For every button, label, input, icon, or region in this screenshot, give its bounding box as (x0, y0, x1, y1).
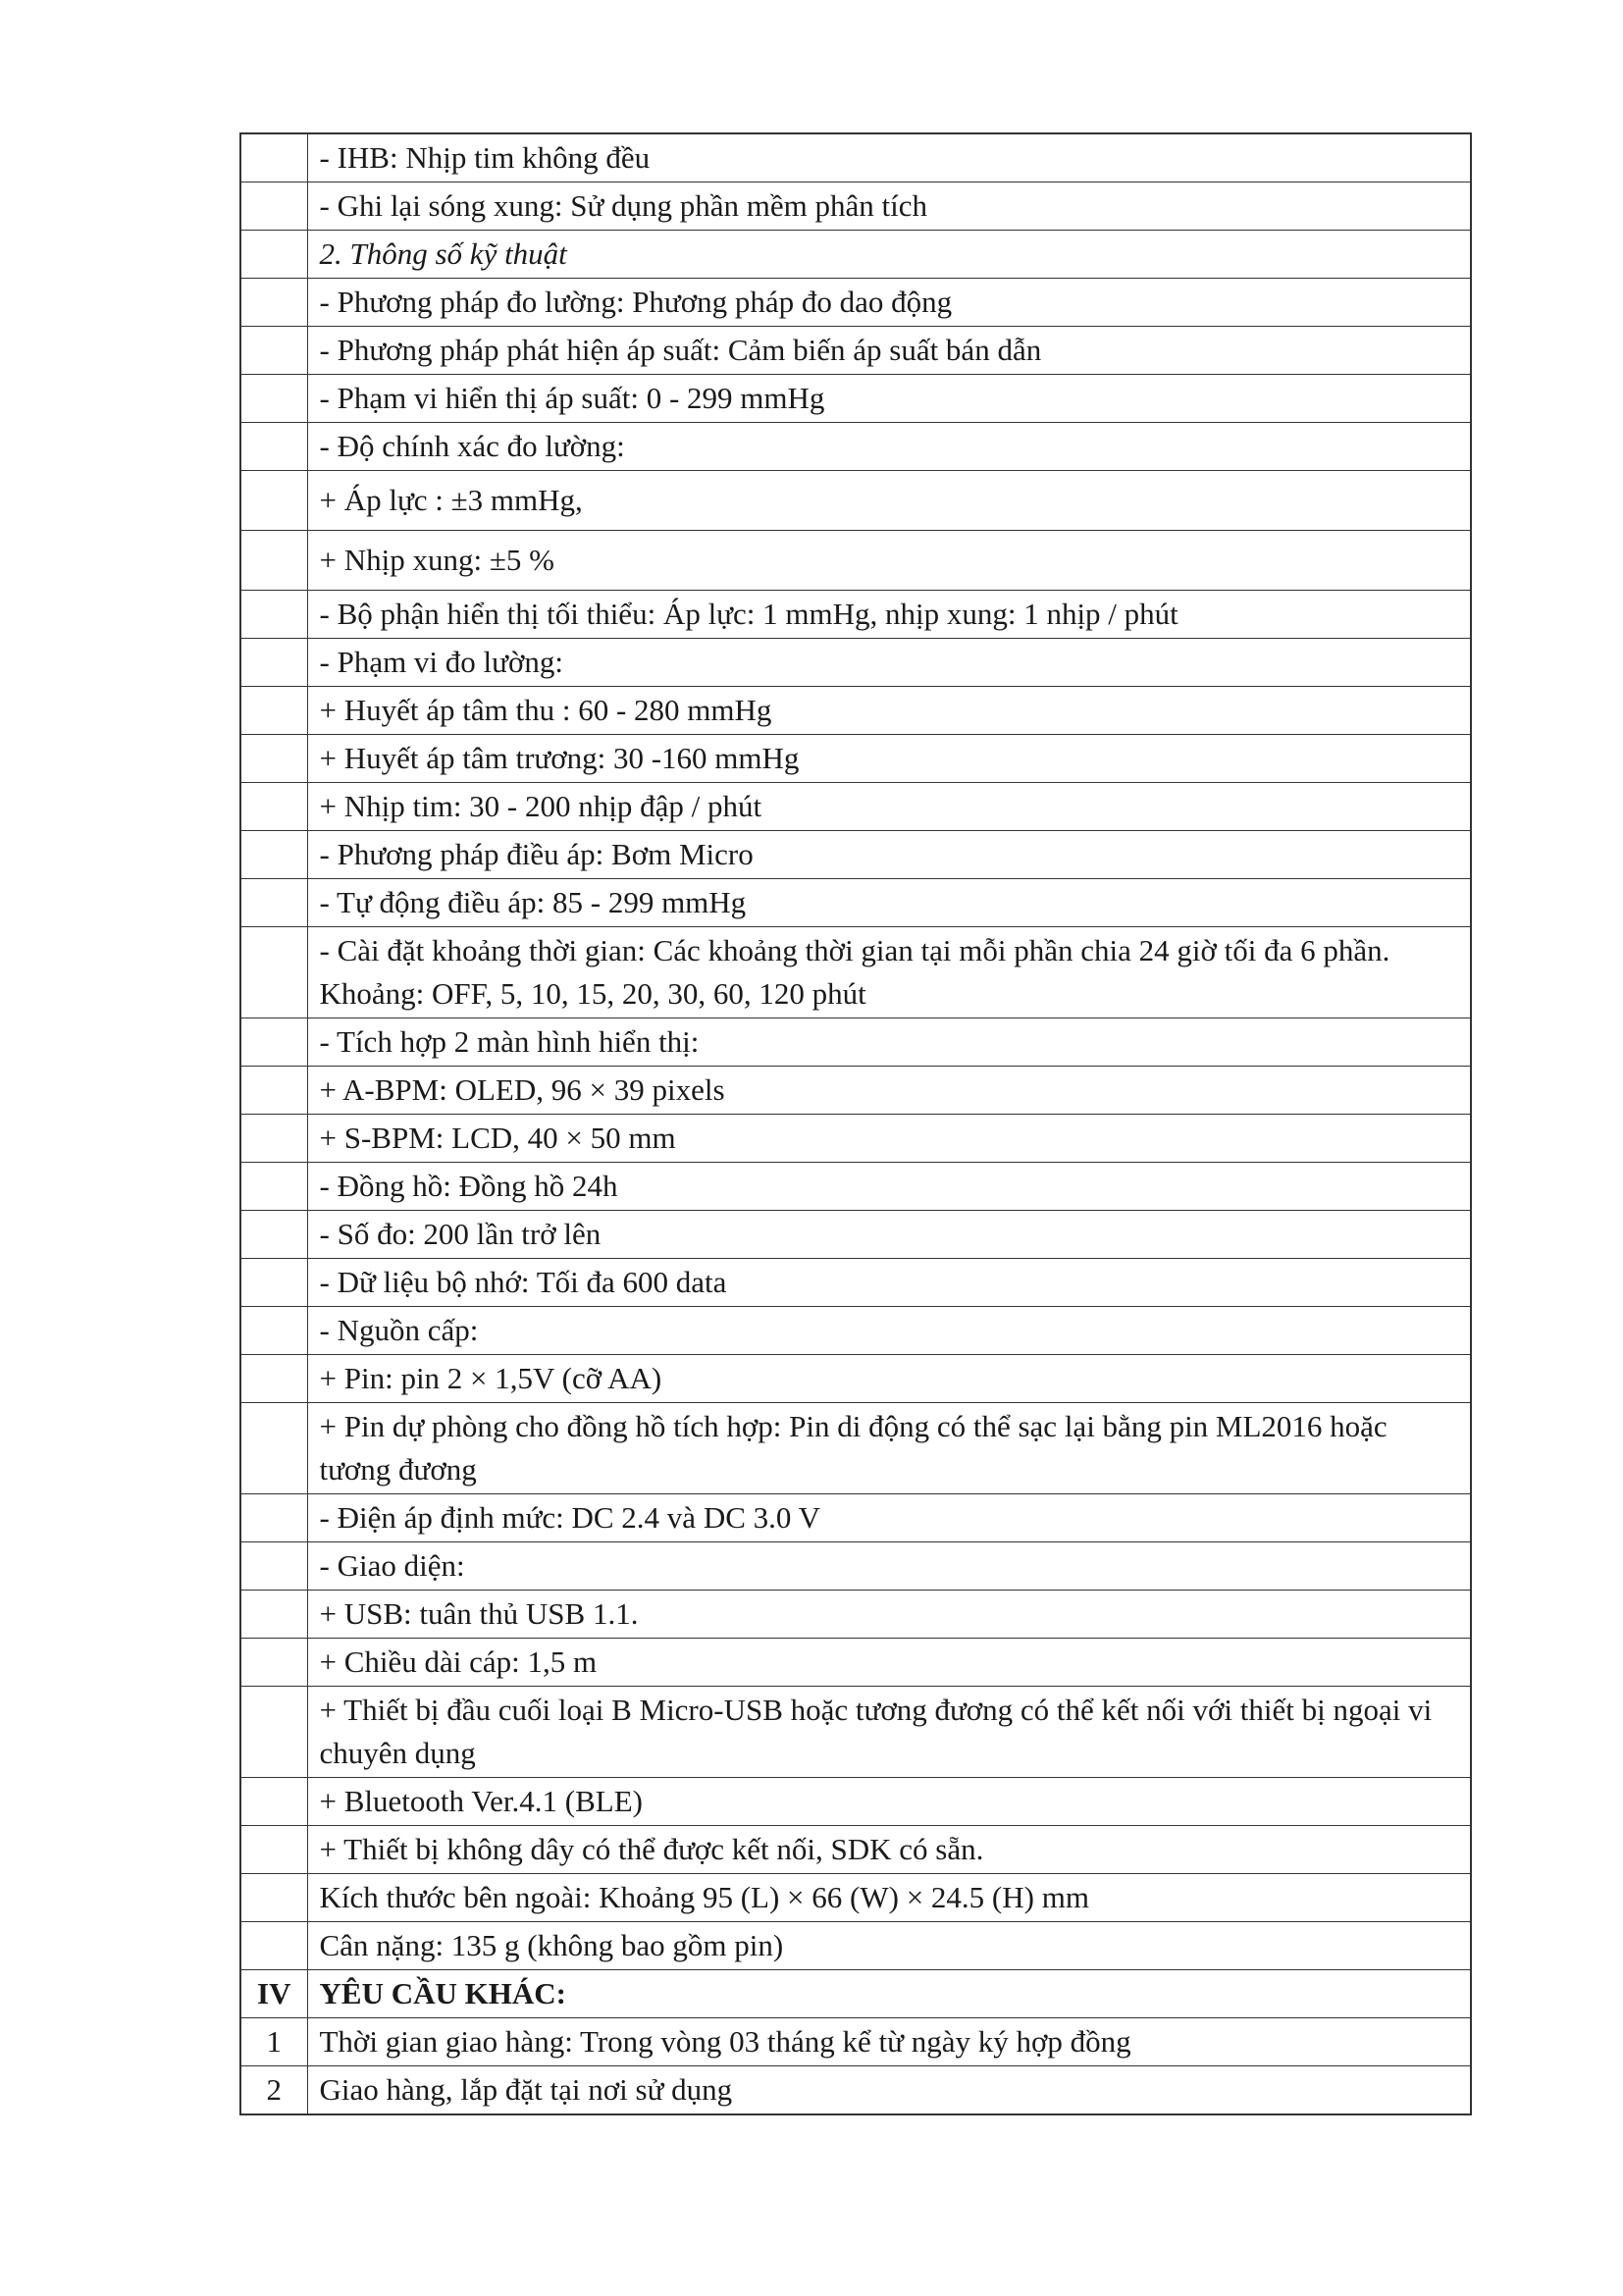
row-number-cell (240, 735, 307, 783)
table-row (240, 1259, 1471, 1307)
row-number-cell (240, 1778, 307, 1826)
row-text-cell: + Huyết áp tâm thu : 60 - 280 mmHg (307, 687, 1471, 735)
row-number-cell (240, 1067, 307, 1115)
table-row (240, 1067, 1471, 1115)
row-number-cell: IV (240, 1970, 307, 2018)
row-text-cell: Thời gian giao hàng: Trong vòng 03 tháng kể từ ngày ký hợp đồng (307, 2018, 1471, 2066)
table-row (240, 375, 1471, 423)
table-row (240, 1211, 1471, 1259)
row-text-cell: + Pin dự phòng cho đồng hồ tích hợp: Pin di động có thể sạc lại bằng pin ML2016 hoặc tương đương (307, 1403, 1471, 1494)
row-number-cell (240, 1163, 307, 1211)
row-number-cell (240, 231, 307, 279)
table-row (240, 1687, 1471, 1778)
row-number-cell (240, 279, 307, 327)
table-row (240, 1115, 1471, 1163)
row-text-cell: + Thiết bị đầu cuối loại B Micro-USB hoặc tương đương có thể kết nối với thiết bị ngoại vi chuyên dụng (307, 1687, 1471, 1778)
spec-table-body (240, 133, 1471, 2114)
row-number-cell (240, 1687, 307, 1778)
row-number-cell (240, 327, 307, 375)
row-number-cell (240, 879, 307, 927)
row-text-cell: + Bluetooth Ver.4.1 (BLE) (307, 1778, 1471, 1826)
table-row (240, 1922, 1471, 1970)
table-row (240, 1018, 1471, 1067)
table-row (240, 783, 1471, 831)
table-row (240, 1639, 1471, 1687)
row-text-cell: - Số đo: 200 lần trở lên (307, 1211, 1471, 1259)
row-number-cell (240, 423, 307, 471)
table-row (240, 327, 1471, 375)
table-row (240, 2066, 1471, 2115)
row-text-cell: - Đồng hồ: Đồng hồ 24h (307, 1163, 1471, 1211)
row-text-cell: - Phương pháp điều áp: Bơm Micro (307, 831, 1471, 879)
row-number-cell (240, 1874, 307, 1922)
table-row (240, 735, 1471, 783)
table-row (240, 1826, 1471, 1874)
table-row (240, 1591, 1471, 1639)
row-number-cell (240, 687, 307, 735)
row-text-cell: - Phương pháp phát hiện áp suất: Cảm biến áp suất bán dẫn (307, 327, 1471, 375)
row-text-cell: - Phương pháp đo lường: Phương pháp đo dao động (307, 279, 1471, 327)
table-row (240, 1307, 1471, 1355)
row-number-cell (240, 1115, 307, 1163)
table-row (240, 531, 1471, 591)
table-row (240, 279, 1471, 327)
row-number-cell (240, 1355, 307, 1403)
row-text-cell: + Thiết bị không dây có thể được kết nối, SDK có sẵn. (307, 1826, 1471, 1874)
row-number-cell (240, 1403, 307, 1494)
row-text-cell: - Tích hợp 2 màn hình hiển thị: (307, 1018, 1471, 1067)
spec-table (239, 132, 1472, 2115)
row-text-cell: - Dữ liệu bộ nhớ: Tối đa 600 data (307, 1259, 1471, 1307)
row-text-cell: + Huyết áp tâm trương: 30 -160 mmHg (307, 735, 1471, 783)
table-row (240, 1542, 1471, 1591)
table-row (240, 1163, 1471, 1211)
row-number-cell (240, 471, 307, 531)
row-number-cell (240, 1922, 307, 1970)
row-number-cell: 1 (240, 2018, 307, 2066)
row-text-cell: Giao hàng, lắp đặt tại nơi sử dụng (307, 2066, 1471, 2115)
row-text-cell: - Phạm vi đo lường: (307, 639, 1471, 687)
table-row (240, 1970, 1471, 2018)
row-number-cell (240, 133, 307, 183)
row-text-cell: - Điện áp định mức: DC 2.4 và DC 3.0 V (307, 1494, 1471, 1542)
row-text-cell: + A-BPM: OLED, 96 × 39 pixels (307, 1067, 1471, 1115)
row-text-cell: + USB: tuân thủ USB 1.1. (307, 1591, 1471, 1639)
row-text-cell: Kích thước bên ngoài: Khoảng 95 (L) × 66 (W) × 24.5 (H) mm (307, 1874, 1471, 1922)
row-number-cell (240, 183, 307, 231)
row-text-cell: 2. Thông số kỹ thuật (307, 231, 1471, 279)
row-number-cell (240, 1307, 307, 1355)
row-text-cell: + Nhịp tim: 30 - 200 nhịp đập / phút (307, 783, 1471, 831)
table-row (240, 423, 1471, 471)
row-text-cell: + S-BPM: LCD, 40 × 50 mm (307, 1115, 1471, 1163)
row-number-cell (240, 375, 307, 423)
table-row (240, 1494, 1471, 1542)
row-text-cell: - Độ chính xác đo lường: (307, 423, 1471, 471)
row-text-cell: - IHB: Nhịp tim không đều (307, 133, 1471, 183)
row-number-cell (240, 531, 307, 591)
row-number-cell (240, 831, 307, 879)
row-text-cell: + Pin: pin 2 × 1,5V (cỡ AA) (307, 1355, 1471, 1403)
table-row (240, 927, 1471, 1018)
row-number-cell (240, 1211, 307, 1259)
table-row (240, 133, 1471, 183)
row-text-cell: + Chiều dài cáp: 1,5 m (307, 1639, 1471, 1687)
row-number-cell: 2 (240, 2066, 307, 2115)
table-row (240, 471, 1471, 531)
table-row (240, 231, 1471, 279)
row-text-cell: Cân nặng: 135 g (không bao gồm pin) (307, 1922, 1471, 1970)
table-row (240, 1355, 1471, 1403)
row-number-cell (240, 1494, 307, 1542)
row-text-cell: - Phạm vi hiển thị áp suất: 0 - 299 mmHg (307, 375, 1471, 423)
row-number-cell (240, 639, 307, 687)
row-number-cell (240, 927, 307, 1018)
table-row (240, 879, 1471, 927)
row-number-cell (240, 1259, 307, 1307)
table-row (240, 2018, 1471, 2066)
row-text-cell: - Bộ phận hiển thị tối thiểu: Áp lực: 1 mmHg, nhịp xung: 1 nhịp / phút (307, 591, 1471, 639)
row-text-cell: YÊU CẦU KHÁC: (307, 1970, 1471, 2018)
table-row (240, 1778, 1471, 1826)
row-number-cell (240, 1639, 307, 1687)
table-row (240, 183, 1471, 231)
row-text-cell: - Cài đặt khoảng thời gian: Các khoảng thời gian tại mỗi phần chia 24 giờ tối đa 6 phần. Khoảng: OFF, 5, 10, 15, 20, 30, 60, 120 phút (307, 927, 1471, 1018)
row-number-cell (240, 783, 307, 831)
row-text-cell: - Tự động điều áp: 85 - 299 mmHg (307, 879, 1471, 927)
row-text-cell: + Áp lực : ±3 mmHg, (307, 471, 1471, 531)
row-text-cell: - Nguồn cấp: (307, 1307, 1471, 1355)
row-number-cell (240, 1542, 307, 1591)
table-row (240, 1403, 1471, 1494)
row-number-cell (240, 1826, 307, 1874)
row-number-cell (240, 1018, 307, 1067)
table-row (240, 639, 1471, 687)
row-text-cell: - Ghi lại sóng xung: Sử dụng phần mềm phân tích (307, 183, 1471, 231)
document-page (239, 132, 1470, 2115)
row-number-cell (240, 591, 307, 639)
table-row (240, 687, 1471, 735)
table-row (240, 591, 1471, 639)
row-number-cell (240, 1591, 307, 1639)
table-row (240, 831, 1471, 879)
row-text-cell: + Nhịp xung: ±5 % (307, 531, 1471, 591)
row-text-cell: - Giao diện: (307, 1542, 1471, 1591)
table-row (240, 1874, 1471, 1922)
